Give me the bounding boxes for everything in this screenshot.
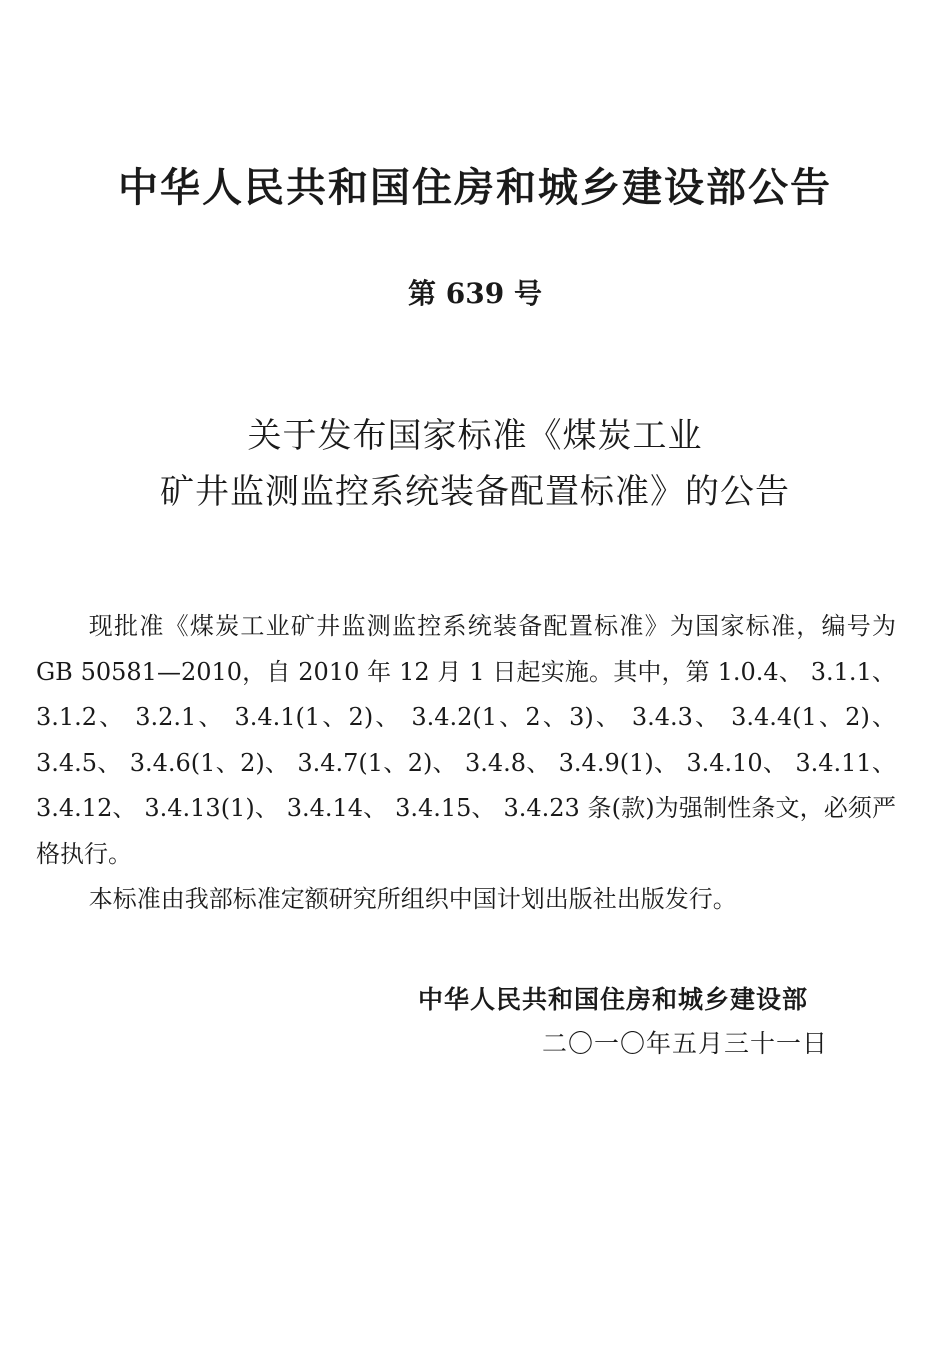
body-paragraph-approval: 现批准《煤炭工业矿井监测监控系统装备配置标准》为国家标准，编号为 GB 50581—2010，自 2010 年 12 月 1 日起实施。其中，第 1.0.4、 3.1.1、 3.1.2、 3.2.1、 3.4.1(1、2)、 3.4.2(1、2、3)、 3.4.3、 3.4.4(1、2)、 3.4.5、 3.4.6(1、2)、 3.4.7(1、2)、 3.4.8、 3.4.9(1)、 3.4.10、 3.4.11、 3.4.12、 3.4.13(1)、 3.4.14、 3.4.15、 3.4.23 条(款)为强制性条文，必须严格执行。 [36,612,896,868]
issuing-authority-heading: 中华人民共和国住房和城乡建设部公告 [118,165,832,211]
announcement-number: 第 639 号 [408,277,542,310]
subject-line-2: 矿井监测监控系统装备配置标准》的公告 [160,472,790,512]
signature-organization: 中华人民共和国住房和城乡建设部 [417,985,808,1014]
signature-date: 二〇一〇年五月三十一日 [541,1029,828,1058]
announcement-subject [0,408,950,520]
body-paragraph-publication: 本标准由我部标准定额研究所组织中国计划出版社出版发行。 [88,885,737,913]
signature-block [418,978,828,1066]
announcement-body [36,604,896,923]
subject-line-1: 关于发布国家标准《煤炭工业 [247,416,703,456]
